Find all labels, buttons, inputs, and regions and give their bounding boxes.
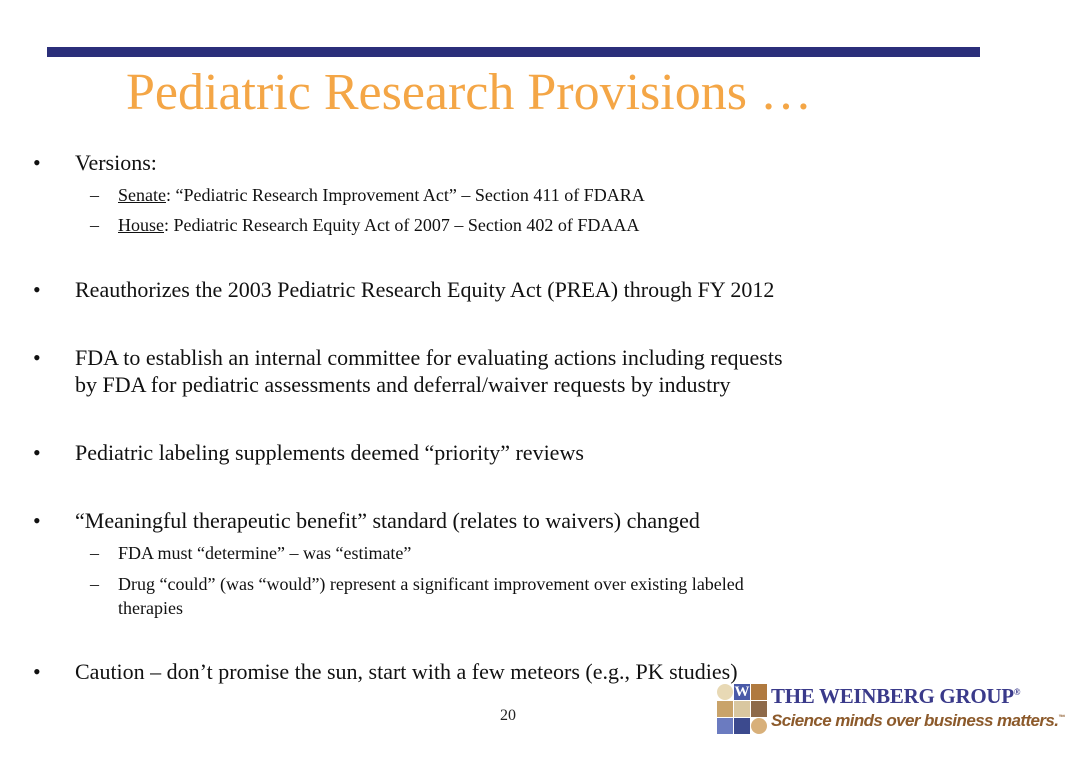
logo-name: THE WEINBERG GROUP [771,684,1014,708]
bullet-text-line-1: FDA to establish an internal committee for evaluating actions including requests [75,345,783,370]
bullet-text: Versions: [75,150,157,175]
bullet-marker: • [33,440,41,465]
logo-tile [734,718,750,734]
logo-mark-icon [717,684,767,734]
underlined-term: Senate [118,185,166,205]
bullet-text: “Meaningful therapeutic benefit” standard (relates to waivers) changed [75,508,700,533]
sub-text: : Pediatric Research Equity Act of 2007 – Section 402 of FDAAA [164,215,640,235]
logo-tile [717,718,733,734]
dash-marker: – [90,215,99,235]
trademark-mark: ™ [1058,714,1065,722]
bullet-marker: • [33,659,41,684]
logo-letter-tile: W [734,684,750,700]
logo-tile [751,718,767,734]
registered-mark: ® [1013,687,1021,697]
bullet-marker: • [33,345,41,370]
logo-tile [751,684,767,700]
dash-marker: – [90,574,99,594]
dash-marker: – [90,185,99,205]
sub-text-line-1: Drug “could” (was “would”) represent a significant improvement over existing labeled [118,574,744,594]
bullet-text-line-2: by FDA for pediatric assessments and deferral/waiver requests by industry [75,372,731,397]
sub-text-line-2: therapies [118,598,183,618]
logo-tile [717,701,733,717]
dash-marker: – [90,543,99,563]
bullet-marker: • [33,508,41,533]
logo-tile [751,701,767,717]
bullet-text: Pediatric labeling supplements deemed “priority” reviews [75,440,584,465]
bullet-marker: • [33,150,41,175]
weinberg-group-logo [717,684,1065,738]
sub-text: FDA must “determine” – was “estimate” [118,543,412,563]
bullet-text: Caution – don’t promise the sun, start with a few meteors (e.g., PK studies) [75,659,738,684]
page-number: 20 [500,707,516,724]
slide-title: Pediatric Research Provisions … [126,64,812,121]
underlined-term: House [118,215,164,235]
top-rule [47,47,980,57]
bullet-marker: • [33,277,41,302]
logo-tile [717,684,733,700]
sub-text: : “Pediatric Research Improvement Act” – Section 411 of FDARA [165,185,645,205]
logo-tile [734,701,750,717]
logo-tagline: Science minds over business matters. [771,711,1059,730]
bullet-text: Reauthorizes the 2003 Pediatric Research Equity Act (PREA) through FY 2012 [75,277,775,302]
